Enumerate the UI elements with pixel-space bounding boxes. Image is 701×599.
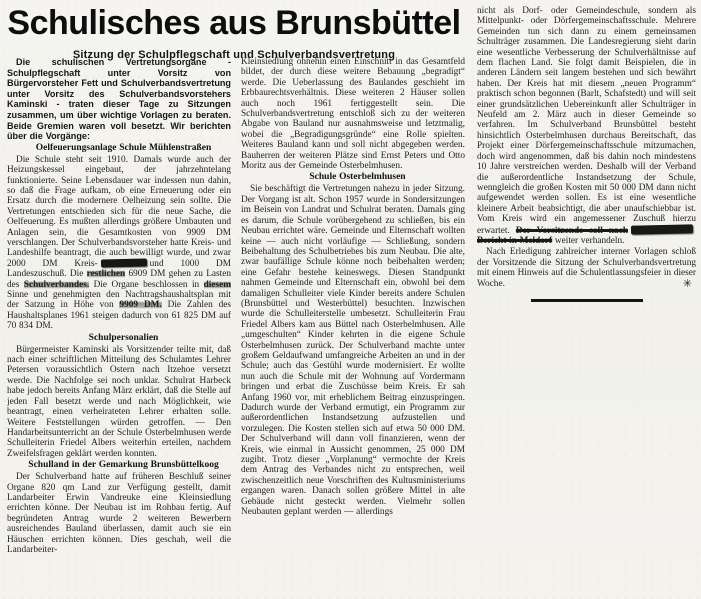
- paragraph-text: Die Zahlen des Haushaltsplanes 1961 steigen dadurch von 61 825 DM auf 70 834 DM.: [7, 300, 231, 332]
- paragraph-oil-heating: [7, 155, 231, 332]
- ink-overwritten-word: restlichen: [86, 269, 126, 280]
- paragraph-land-continuation: Kleinsiedlung ohnehin einen Einschnitt in das Gesamtfeld bildet, der durch diese weitere Bebauung „begradigt“ werde. Die Ueberlassung des Baulandes geschieht im Erbbaurechtsverhältnis. Diese weiteren 2 Häuser sollen auch noch 1961 fertiggestellt sein. Die Schulverbandsvertretung entschloß sich zu der weiteren Abgabe von Bauland nur ausnahmsweise und letztmalig, wobei die „Begradigungsgründe“ eine Rolle spielten. Weiteres Bauland kann und soll nicht abgegeben werden. Bauherren der weiteren Plätze sind Ernst Peters und Otto Moritz aus der Gemeinde Osterbelmhusen.: [241, 57, 465, 172]
- struck-text: Der Vorsitzende soll nach: [515, 225, 628, 236]
- column-1: [7, 57, 231, 599]
- section-heading-schulpersonalien: Schulpersonalien: [88, 332, 159, 343]
- paragraph-closing: [477, 247, 696, 289]
- article-subtitle: Sitzung der Schulpflegschaft und Schulverbandsvertretung: [72, 49, 396, 61]
- column-2: [241, 57, 465, 599]
- paragraph-text: weiter verhandeln.: [552, 235, 625, 246]
- ink-overwritten-word: diesem: [203, 279, 231, 290]
- ink-redaction-mark: [101, 258, 147, 267]
- struck-text: Bericht in Meldorf: [477, 235, 553, 246]
- paragraph-text: 6909 DM gehen zu Lasten des: [7, 269, 231, 290]
- ink-overwritten-word: 9909 DM.: [119, 300, 162, 311]
- end-rule-divider: [531, 299, 643, 302]
- paragraph-text: und 1000 DM Landeszuschuß. Die: [7, 258, 231, 280]
- paragraph-new-school-program: [477, 6, 696, 246]
- paragraph-personnel: Bürgermeister Kaminski als Vorsitzender teilte mit, daß nach einer schriftlichen Mitteilung des Schulamtes Lehrer Petersen voraussichtlich Ostern nach Itzehoe versetzt werde. Die Nachfolge sei noch unklar. Schulrat Harbeck habe jedoch bereits Anfang März erklärt, daß die Stelle auf jeden Fall besetzt werde und nach Möglichkeit, wie beantragt, einen verheirateten Lehrer erhalten solle. Weitere Feststellungen würden getroffen. — Den Handarbeitsunterricht an der Schule Osterbelmhusen werde Schulleiterin Friedel Albers weiterhin erteilen, nachdem Zweifelsfragen geklärt werden konnten.: [7, 344, 231, 459]
- section-heading-oelfeuerungsanlage: Oelfeuerungsanlage Schule Mühlenstraßen: [35, 142, 212, 153]
- article-headline: Schulisches aus Brunsbüttel: [7, 4, 461, 42]
- end-star-icon: ✳: [682, 277, 692, 290]
- ink-redaction-mark: [631, 224, 693, 234]
- paragraph-text: Die Organe beschlossen in: [89, 279, 204, 290]
- section-heading-schulland: Schulland in der Gemarkung Brunsbüttelkoog: [28, 460, 219, 471]
- lead-paragraph: Die schulischen Vertretungsorgane - Schulpflegschaft unter Vorsitz von Bürgervorsteher Fett und Schulverbandsvertretung unter Vorsitz des Schulverbandsvorstehers Kaminski - traten dieser Tage zu Sitzungen zusammen, um über wichtige Vorlagen zu beraten. Beide Gremien waren voll besetzt. Wir berichten über die Vorgänge:: [7, 57, 231, 142]
- paragraph-school-osterbelmhusen: Sie beschäftigt die Vertretungen nahezu in jeder Sitzung. Der Vorgang ist alt. Schon 1957 wurde in Sondersitzungen im Beisein von Landrat und Schulrat beraten. Damals ging es darum, die Schule vorübergehend zu schließen, bis ein Neubau errichtet wäre. Gemeinde und Elternschaft wollten keine — auch nicht vorläufige — Schließung, sondern Beibehaltung des Schulbetriebes bis zum Neubau. Die alte, zwar baufällige Schule könne noch beibehalten werden; eine Gefahr bestehe keineswegs. Diesen Standpunkt nahmen Gemeinde und Elternschaft ein, obwohl bei dem damaligen Schulleiter viele Kinder bereits andere Schulen (Brunsbüttel und Westerbüttel) besuchten. Inzwischen wurde die Schulleiterstelle umbesetzt. Schulleiterin Frau Friedel Albers kam aus Büttel nach Osterbelmhusen. Alle „umgeschulten“ Kinder kehrten in die eigene Schule Osterbelmhusen zurück. Der Schulverband machte unter großem Geldaufwand umfangreiche Arbeiten an und in der Schule; auch das Gestühl wurde modernisiert. Er wollte nun auch die Schule mit der Wohnung auf Vordermann bringen und erbat die Zuschüsse beim Kreis. Er sah Anfang 1960 vor, mit erheblichem Beitrag einzuspringen. Dadurch wurde der Verband ermutigt, ein Programm zur außerordentlichen Instandsetzung aufzustellen und vorzulegen. Die Kosten stellen sich auf etwa 50 000 DM. Der Schulverband will dann voll finanzieren, wenn der Kreis, wie einmal in Aussicht genommen, 25 000 DM zugibt. Trotz dieser „Vorplanung“ vermochte der Kreis dem Antrag des Verbandes nicht zu entsprechen, weil zwischenzeitlich neue Vorschriften des Kultusministeriums ergangen waren. Danach sollen größere Mittel in alte Gebäude nicht gesteckt werden. Vielmehr sollen Neubauten geplant werden — allerdings: [241, 184, 465, 518]
- paragraph-text: Nach Erledigung zahlreicher interner Vorlagen schloß der Vorsitzende die Sitzung der Schulverbandsvertretung mit einem Hinweis auf die Schulentlassungsfeier in dieser Woche.: [477, 247, 696, 289]
- paragraph-text: Die Schule steht seit 1910. Damals wurde auch der Heizungskessel eingebaut, der jahrzehntelang funktionierte. Seine Lebensdauer war indessen nun dahin, so daß die Frage aufkam, ob eine Erneuerung oder ein Ersatz durch die modernere Oelheizung sein sollte. Die Vertretungen entschieden sich für die neue Sache, die Oelfeuerung. Es mußten allerdings größere Umbauten und Anlagen sein, die Gesamtkosten von 9909 DM verschlangen. Der Schulverbandsvorsteher hatte Kreis- und Landeshilfe beantragt, die auch bewilligt wurde, und zwar 2000 DM Kreis-: [7, 154, 231, 269]
- masthead: [0, 5, 468, 61]
- section-heading-schule-osterbelmhusen: Schule Osterbelmhusen: [309, 172, 406, 183]
- paragraph-text: Sinne und genehmigten den Nachtragshaushaltsplan mit der Satzung in Höhe von: [7, 290, 231, 311]
- paragraph-school-land: Der Schulverband hatte auf früheren Beschluß seiner Organe 820 qm Land zur Verfügung gestellt, damit Landarbeiter Erwin Vandreuke eine Kleinsiedlung errichten könne. Der Neubau ist im Rohbau fertig. Auf begründeten Antrag wurde 2 weiteren Bewerbern ausreichendes Bauland überlassen, damit auch sie ein Häuschen errichten können. Dies geschah, weil die Landarbeiter-: [7, 472, 231, 555]
- paragraph-text: nicht als Dorf- oder Gemeindeschule, sondern als Mittelpunkt- oder Dörfergemeinschaftsschule. Mehrere Gemeinden tun sich dann zu einem gemeinsamen Schulträger zusammen. Die Landesregierung sieht darin eine wesentliche Verbesserung der Schulverhältnisse auf dem flachen Land. Sie folgt damit Beispielen, die in anderen Ländern seit langem bestehen und sich bewährt haben. Der Kreis hat mit diesem „neuen Programm“ praktisch schon begonnen (Barlt, Schafstedt) und will seit einer grundsätzlichen Uebereinkunft aller Schulträger in Neufeld am 2. März auch in dieser Gemeinde so verfahren. Im Schulverband Brunsbüttel besteht hinsichtlich Osterbelmhusen durchaus Bereitschaft, das Projekt einer Dörfergemeinschaftsschule mitzumachen, doch wird angenommen, daß bis dahin noch mindestens 10 Jahre verstreichen werden. Deshalb will der Verband die außerordentliche Instandsetzung der Schule, wenngleich die großen Kosten mit 50 000 DM dann nicht aufgewendet werden sollen. Es ist eine wesentliche kleinere Arbeit beabsichtigt, die aber unaufschiebbar ist. Vom Kreis wird ein angemessener Zuschuß hierzu erwartet.: [477, 6, 696, 236]
- column-3: [477, 6, 696, 599]
- ink-overwritten-word: Schulverbandes.: [23, 279, 90, 290]
